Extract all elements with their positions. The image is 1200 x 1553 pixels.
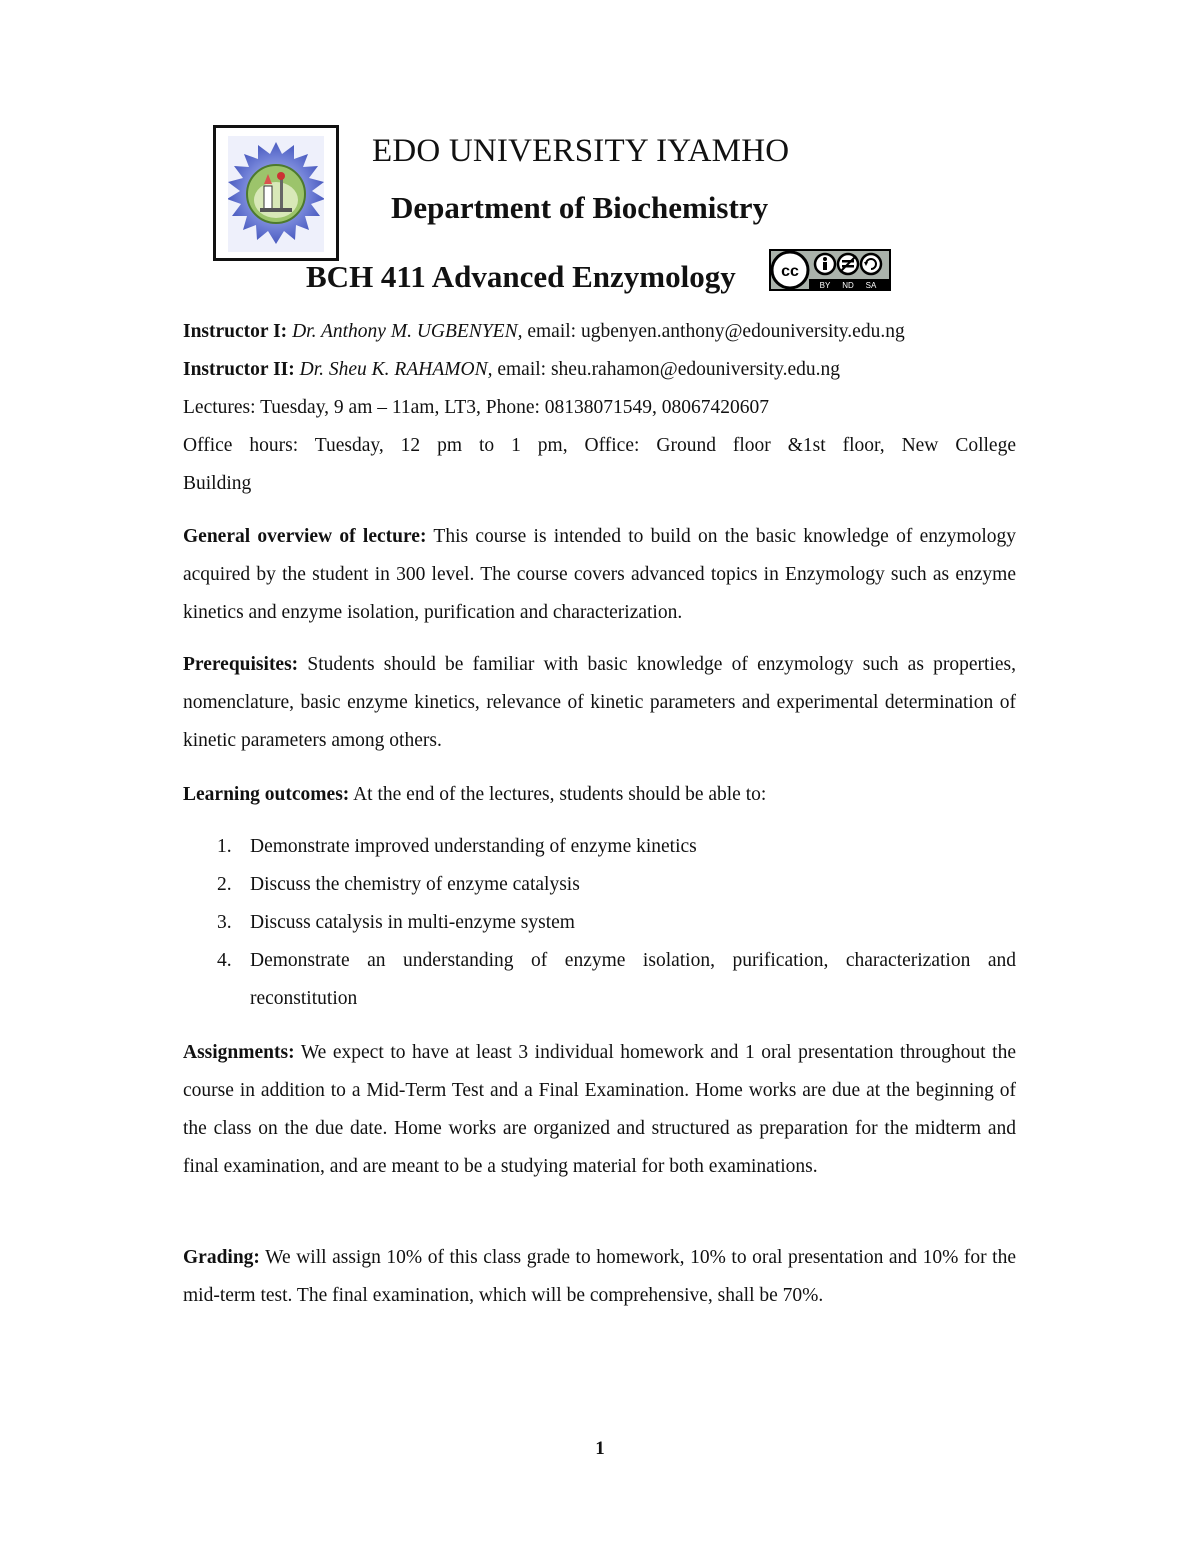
nd-label: ND (842, 281, 854, 290)
instructor-2-name: Dr. Sheu K. RAHAMON, (299, 359, 493, 380)
prerequisites-label: Prerequisites: (183, 654, 299, 675)
assignments-label: Assignments: (183, 1042, 295, 1063)
list-item-number: 4. (217, 950, 232, 971)
sa-icon (861, 254, 881, 274)
prerequisites-paragraph (183, 646, 1016, 760)
list-item (183, 904, 1016, 942)
overview-text: This course is intended to build on the basic knowledge of enzymology acquired by the student in 300 level. The course covers advanced topics in Enzymology such as enzyme kinetics and enzyme isolation, purification and characterization. (183, 526, 1017, 623)
list-item-text: Demonstrate an understanding of enzyme isolation, purification, characterization and reconstitution (250, 950, 1016, 1009)
instructor-1-label: Instructor I: (183, 321, 288, 342)
by-label: BY (819, 281, 831, 290)
cc-license-badge (769, 249, 891, 291)
page-number: 1 (595, 1438, 605, 1459)
grading-paragraph (183, 1239, 1016, 1315)
list-item (183, 828, 1016, 866)
learning-outcomes-list (183, 828, 1016, 1018)
university-name: EDO UNIVERSITY IYAMHO (372, 133, 790, 169)
course-title: BCH 411 Advanced Enzymology (306, 259, 736, 294)
list-item-text: Demonstrate improved understanding of enzyme kinetics (250, 836, 697, 857)
university-logo (213, 125, 339, 261)
department-name: Department of Biochemistry (391, 190, 769, 225)
learning-outcomes-intro: At the end of the lectures, students should be able to: (353, 784, 767, 805)
overview-paragraph (183, 518, 1016, 632)
university-seal-icon (228, 136, 324, 252)
instructor-2-email: email: sheu.rahamon@edouniversity.edu.ng (497, 359, 841, 380)
grading-label: Grading: (183, 1247, 260, 1268)
instructor-2 (183, 351, 1016, 389)
learning-outcomes-heading (183, 776, 1016, 814)
list-item-number: 3. (217, 912, 232, 933)
course-info (183, 313, 1016, 503)
overview-label: General overview of lecture: (183, 526, 427, 547)
learning-outcomes-label: Learning outcomes: (183, 784, 350, 805)
grading-text: We will assign 10% of this class grade to homework, 10% to oral presentation and 10% for the mid-term test. The final examination, which will be comprehensive, shall be 70%. (183, 1247, 1016, 1306)
list-item-number: 2. (217, 874, 232, 895)
instructor-1 (183, 313, 1016, 351)
cc-badge-main: cc (781, 263, 799, 280)
instructor-2-label: Instructor II: (183, 359, 295, 380)
office-hours-line-2: Building (183, 473, 252, 494)
list-item (183, 942, 1016, 1018)
assignments-paragraph (183, 1034, 1016, 1186)
list-item-number: 1. (217, 836, 232, 857)
instructor-1-name: Dr. Anthony M. UGBENYEN, (292, 321, 523, 342)
list-item-text: Discuss catalysis in multi-enzyme system (250, 912, 575, 933)
list-item-text: Discuss the chemistry of enzyme catalysis (250, 874, 580, 895)
prerequisites-text: Students should be familiar with basic knowledge of enzymology such as properties, nomenclature, basic enzyme kinetics, relevance of kinetic parameters and experimental determination of kinetic parameters among others. (183, 654, 1016, 751)
assignments-text: We expect to have at least 3 individual homework and 1 oral presentation throughout the course in addition to a Mid-Term Test and a Final Examination. Home works are due at the beginning of the class on the due date. Home works are organized and structured as preparation for the midterm and final examination, and are meant to be a studying material for both examinations. (183, 1042, 1016, 1177)
list-item (183, 866, 1016, 904)
lectures-info: Lectures: Tuesday, 9 am – 11am, LT3, Phone: 08138071549, 08067420607 (183, 397, 770, 418)
sa-label: SA (865, 281, 877, 290)
office-hours-line-1: Office hours: Tuesday, 12 pm to 1 pm, Office: Ground floor &1st floor, New College (183, 435, 1016, 456)
instructor-1-email: email: ugbenyen.anthony@edouniversity.edu.ng (527, 321, 905, 342)
